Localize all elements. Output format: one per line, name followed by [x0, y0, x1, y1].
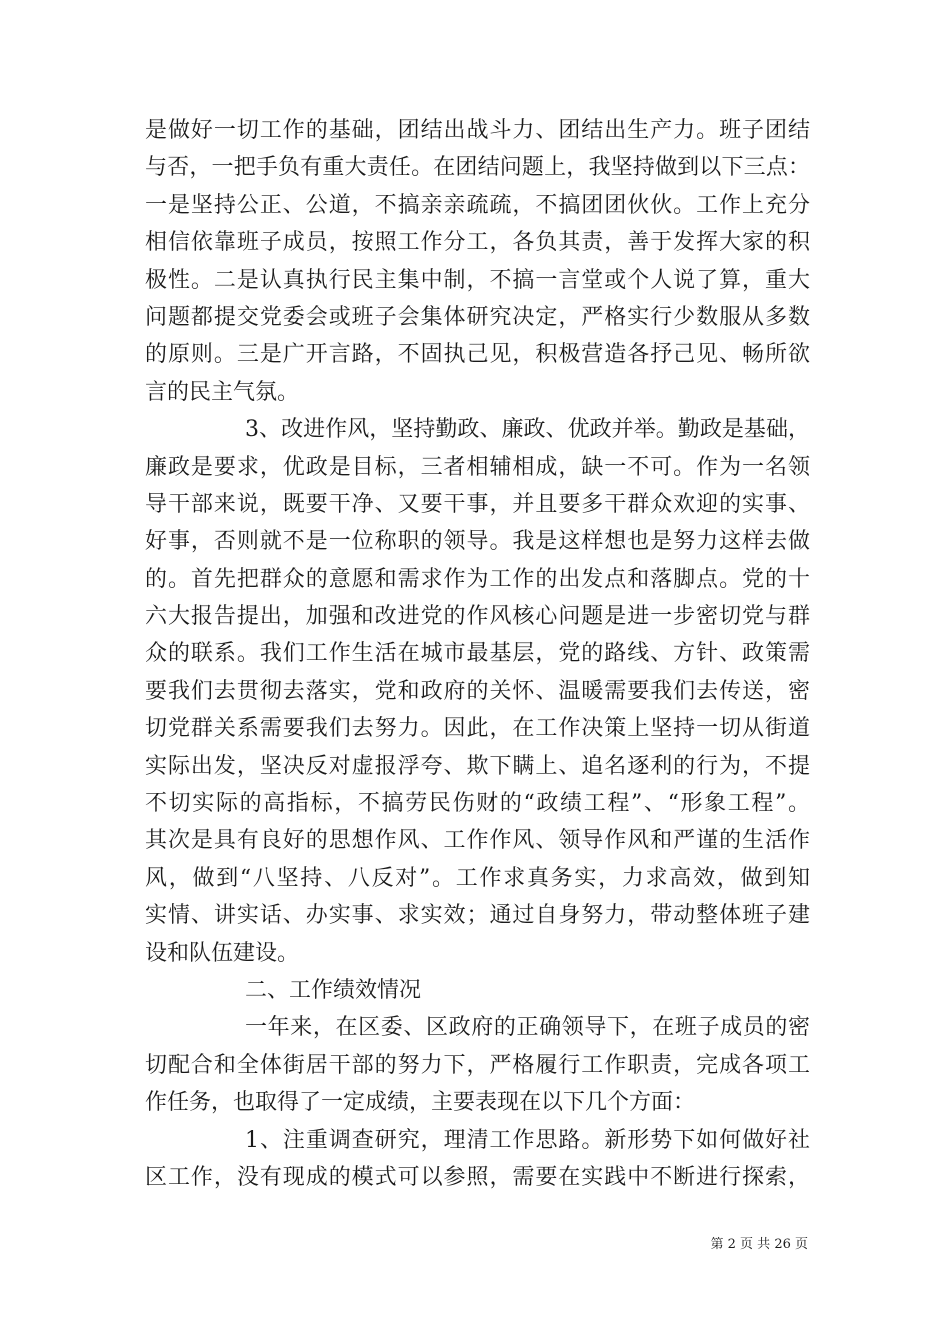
paragraph	[145, 1122, 810, 1197]
text-line: 不切实际的高指标，不搞劳民伤财的“政绩工程”、“形象工程”。	[145, 791, 810, 817]
text-line: 相信依靠班子成员，按照工作分工，各负其责，善于发挥大家的积	[145, 230, 810, 256]
document-body	[145, 112, 810, 1196]
text-line: 二、工作绩效情况	[245, 977, 422, 1003]
text-line: 众的联系。我们工作生活在城市最基层，党的路线、方针、政策需	[145, 641, 810, 667]
text-line: 的。首先把群众的意愿和需求作为工作的出发点和落脚点。党的十	[145, 566, 810, 592]
text-line: 1、注重调查研究，理清工作思路。新形势下如何做好社	[245, 1127, 810, 1153]
text-line: 是做好一切工作的基础，团结出战斗力、团结出生产力。班子团结	[145, 118, 810, 143]
text-line: 要我们去贯彻去落实，党和政府的关怀、温暖需要我们去传送，密	[145, 678, 810, 704]
paragraph	[145, 972, 810, 1009]
text-line: 切党群关系需要我们去努力。因此，在工作决策上坚持一切从街道	[145, 716, 810, 742]
paragraph	[145, 112, 810, 411]
text-line: 实情、讲实话、办实事、求实效；通过自身努力，带动整体班子建	[145, 903, 810, 929]
text-line: 言的民主气氛。	[145, 379, 300, 405]
text-line: 其次是具有良好的思想作风、工作作风、领导作风和严谨的生活作	[145, 828, 810, 854]
text-line: 3、改进作风，坚持勤政、廉政、优政并举。勤政是基础，	[245, 417, 810, 443]
paragraph	[145, 411, 810, 972]
text-line: 极性。二是认真执行民主集中制，不搞一言堂或个人说了算，重大	[145, 267, 810, 293]
text-line: 设和队伍建设。	[145, 940, 300, 966]
text-line: 问题都提交党委会或班子会集体研究决定，严格实行少数服从多数	[145, 304, 810, 330]
text-line: 作任务，也取得了一定成绩，主要表现在以下几个方面：	[145, 1090, 696, 1116]
text-line: 切配合和全体街居干部的努力下，严格履行工作职责，完成各项工	[145, 1052, 810, 1078]
text-line: 区工作，没有现成的模式可以参照，需要在实践中不断进行探索，	[145, 1164, 810, 1190]
text-line: 一年来，在区委、区政府的正确领导下，在班子成员的密	[245, 1015, 810, 1041]
text-line: 好事，否则就不是一位称职的领导。我是这样想也是努力这样去做	[145, 529, 810, 555]
text-line: 风，做到“八坚持、八反对”。工作求真务实，力求高效，做到知	[145, 865, 810, 891]
text-line: 六大报告提出，加强和改进党的作风核心问题是进一步密切党与群	[145, 604, 810, 630]
text-line: 实际出发，坚决反对虚报浮夸、欺下瞒上、追名逐利的行为，不提	[145, 753, 810, 779]
text-line: 一是坚持公正、公道，不搞亲亲疏疏，不搞团团伙伙。工作上充分	[145, 192, 810, 218]
text-line: 廉政是要求，优政是目标，三者相辅相成，缺一不可。作为一名领	[145, 454, 810, 480]
paragraph	[145, 1009, 810, 1121]
text-line: 导干部来说，既要干净、又要干事，并且要多干群众欢迎的实事、	[145, 491, 810, 517]
page-number-footer: 第 2 页 共 26 页	[710, 1237, 808, 1252]
text-line: 与否，一把手负有重大责任。在团结问题上，我坚持做到以下三点：	[145, 155, 810, 181]
text-line: 的原则。三是广开言路，不固执己见，积极营造各抒己见、畅所欲	[145, 342, 810, 368]
